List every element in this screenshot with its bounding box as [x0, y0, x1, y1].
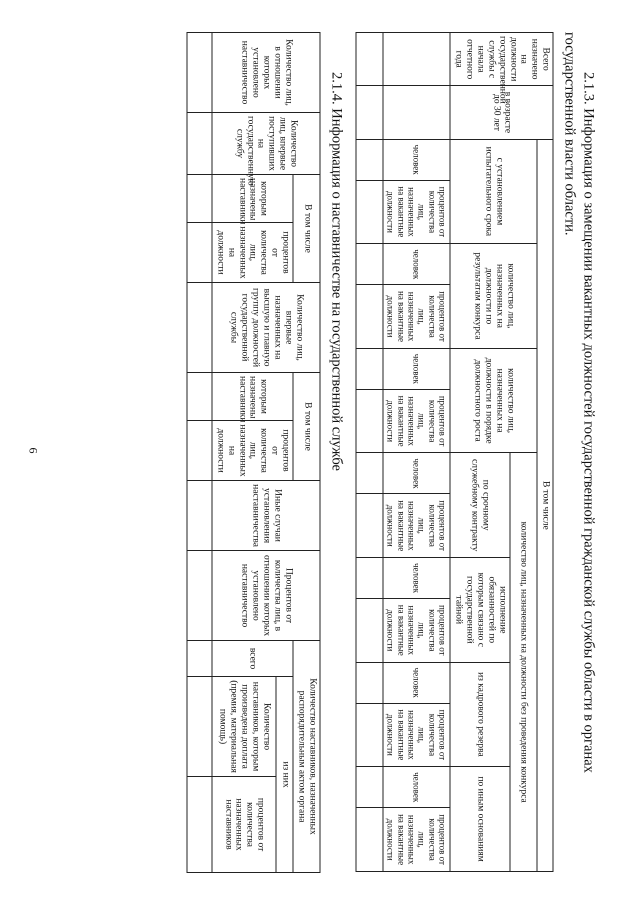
- unit-percent: процентов от количества лиц, назначенных на вакантные должности: [383, 703, 450, 767]
- unit-people: человек: [383, 662, 450, 703]
- col-percent-mentoring: Процентов от количества лиц, в отношении которых установлено наставничество: [212, 551, 320, 641]
- unit-people: человек: [383, 348, 450, 389]
- unit-blank: [383, 86, 450, 139]
- cell: [187, 175, 212, 223]
- col-mentors-rewarded: Количество наставников, которым произведена доплата (премия, материальная помощь): [212, 677, 276, 777]
- unit-people: человек: [383, 244, 450, 285]
- col-competition: количество лиц, назначенных на должности по результатам конкурса: [450, 244, 537, 349]
- col-fixed-term: по срочному служебному контракту: [450, 453, 510, 558]
- col-mentors-appointed: Количество наставников, назначенных распорядительным актом органа: [293, 641, 320, 873]
- cell: [356, 86, 383, 139]
- cell: [187, 113, 212, 175]
- cell: [356, 662, 383, 703]
- unit-people: человек: [383, 558, 450, 599]
- cell: [356, 453, 383, 494]
- col-percent-mentors: процентов от количества назначенных наставников: [212, 777, 276, 873]
- section-2-heading: 2.1.4. Информация о наставничестве на государственной службе: [328, 72, 345, 471]
- cell: [187, 421, 212, 481]
- cell: [356, 558, 383, 599]
- unit-percent: процентов от количества лиц, назначенных на вакантные должности: [383, 599, 450, 663]
- cell: [356, 808, 383, 872]
- col-percent-2: процентов от количества лиц, назначенных на должности: [212, 421, 293, 481]
- table-row: [356, 33, 383, 872]
- col-secret: исполнение обязанностей по которым связано с государственной тайной: [450, 558, 510, 663]
- cell: [187, 777, 212, 873]
- col-total: Всего назначено на должности государственной службы с начала отчетного года: [450, 33, 553, 86]
- cell: [356, 703, 383, 767]
- cell: [187, 373, 212, 421]
- cell: [356, 33, 383, 86]
- col-other: по иным основаниям: [450, 767, 510, 872]
- col-under-30: в возрасте до 30 лет: [450, 86, 553, 139]
- cell: [187, 223, 212, 283]
- unit-people: человек: [383, 139, 450, 180]
- col-no-competition: количество лиц, назначенных на должности без проведения конкурса: [510, 453, 538, 872]
- cell: [187, 677, 212, 777]
- unit-percent: процентов от количества лиц, назначенных на вакантные должности: [383, 389, 450, 453]
- unit-percent: процентов от количества лиц, назначенных на вакантные должности: [383, 494, 450, 558]
- rotated-page-content: [43, 32, 598, 872]
- unit-percent: процентов от количества лиц, назначенных на вакантные должности: [383, 180, 450, 244]
- col-of-them: из них: [276, 677, 293, 873]
- cell: [187, 33, 212, 113]
- unit-percent: процентов от количества лиц, назначенных на вакантные должности: [383, 808, 450, 872]
- col-assigned-mentors-2: которым назначены наставники: [212, 373, 293, 421]
- cell: [356, 767, 383, 808]
- col-total: всего: [212, 641, 293, 677]
- col-reserve: из кадрового резерва: [450, 662, 510, 767]
- col-mentoring-count: Количество лиц, в отношении которых установлено наставничество: [212, 33, 320, 113]
- unit-people: человек: [383, 453, 450, 494]
- page-number: 6: [26, 447, 41, 454]
- cell: [187, 481, 212, 551]
- cell: [356, 494, 383, 558]
- section-1-heading: 2.1.3. Информация о замещении вакантных должностей государственной гражданской службы области в органах государственной власти области.: [561, 32, 597, 773]
- mentoring-table: [186, 32, 320, 873]
- col-including: В том числе: [293, 373, 320, 481]
- cell: [356, 139, 383, 180]
- unit-people: человек: [383, 767, 450, 808]
- table-row: [187, 33, 212, 873]
- cell: [187, 551, 212, 641]
- cell: [187, 641, 212, 677]
- cell: [356, 285, 383, 349]
- col-probation: с установлением испытательного срока: [450, 139, 537, 244]
- col-including: В том числе: [293, 175, 320, 283]
- cell: [356, 599, 383, 663]
- col-other-cases: Иные случаи установления наставничества: [212, 481, 320, 551]
- col-first-appointed: Количество лиц, впервые назначенных на высшую и главную группу должностей государственной службы: [212, 283, 320, 373]
- col-percent-first: процентов от количества лиц, назначенных на должности: [212, 223, 293, 283]
- cell: [356, 348, 383, 389]
- cell: [356, 180, 383, 244]
- col-first-time: Количество лиц, впервые поступивших на государственную службу: [212, 113, 320, 175]
- unit-blank: [383, 33, 450, 86]
- cell: [356, 389, 383, 453]
- cell: [356, 244, 383, 285]
- cell: [187, 283, 212, 373]
- col-including: В том числе: [537, 139, 553, 871]
- unit-percent: процентов от количества лиц, назначенных на вакантные должности: [383, 285, 450, 349]
- col-assigned-mentors: которым назначены наставники: [212, 175, 293, 223]
- appointments-table: [355, 32, 553, 872]
- col-growth: количество лиц, назначенных на должности в порядке должностного роста: [450, 348, 537, 453]
